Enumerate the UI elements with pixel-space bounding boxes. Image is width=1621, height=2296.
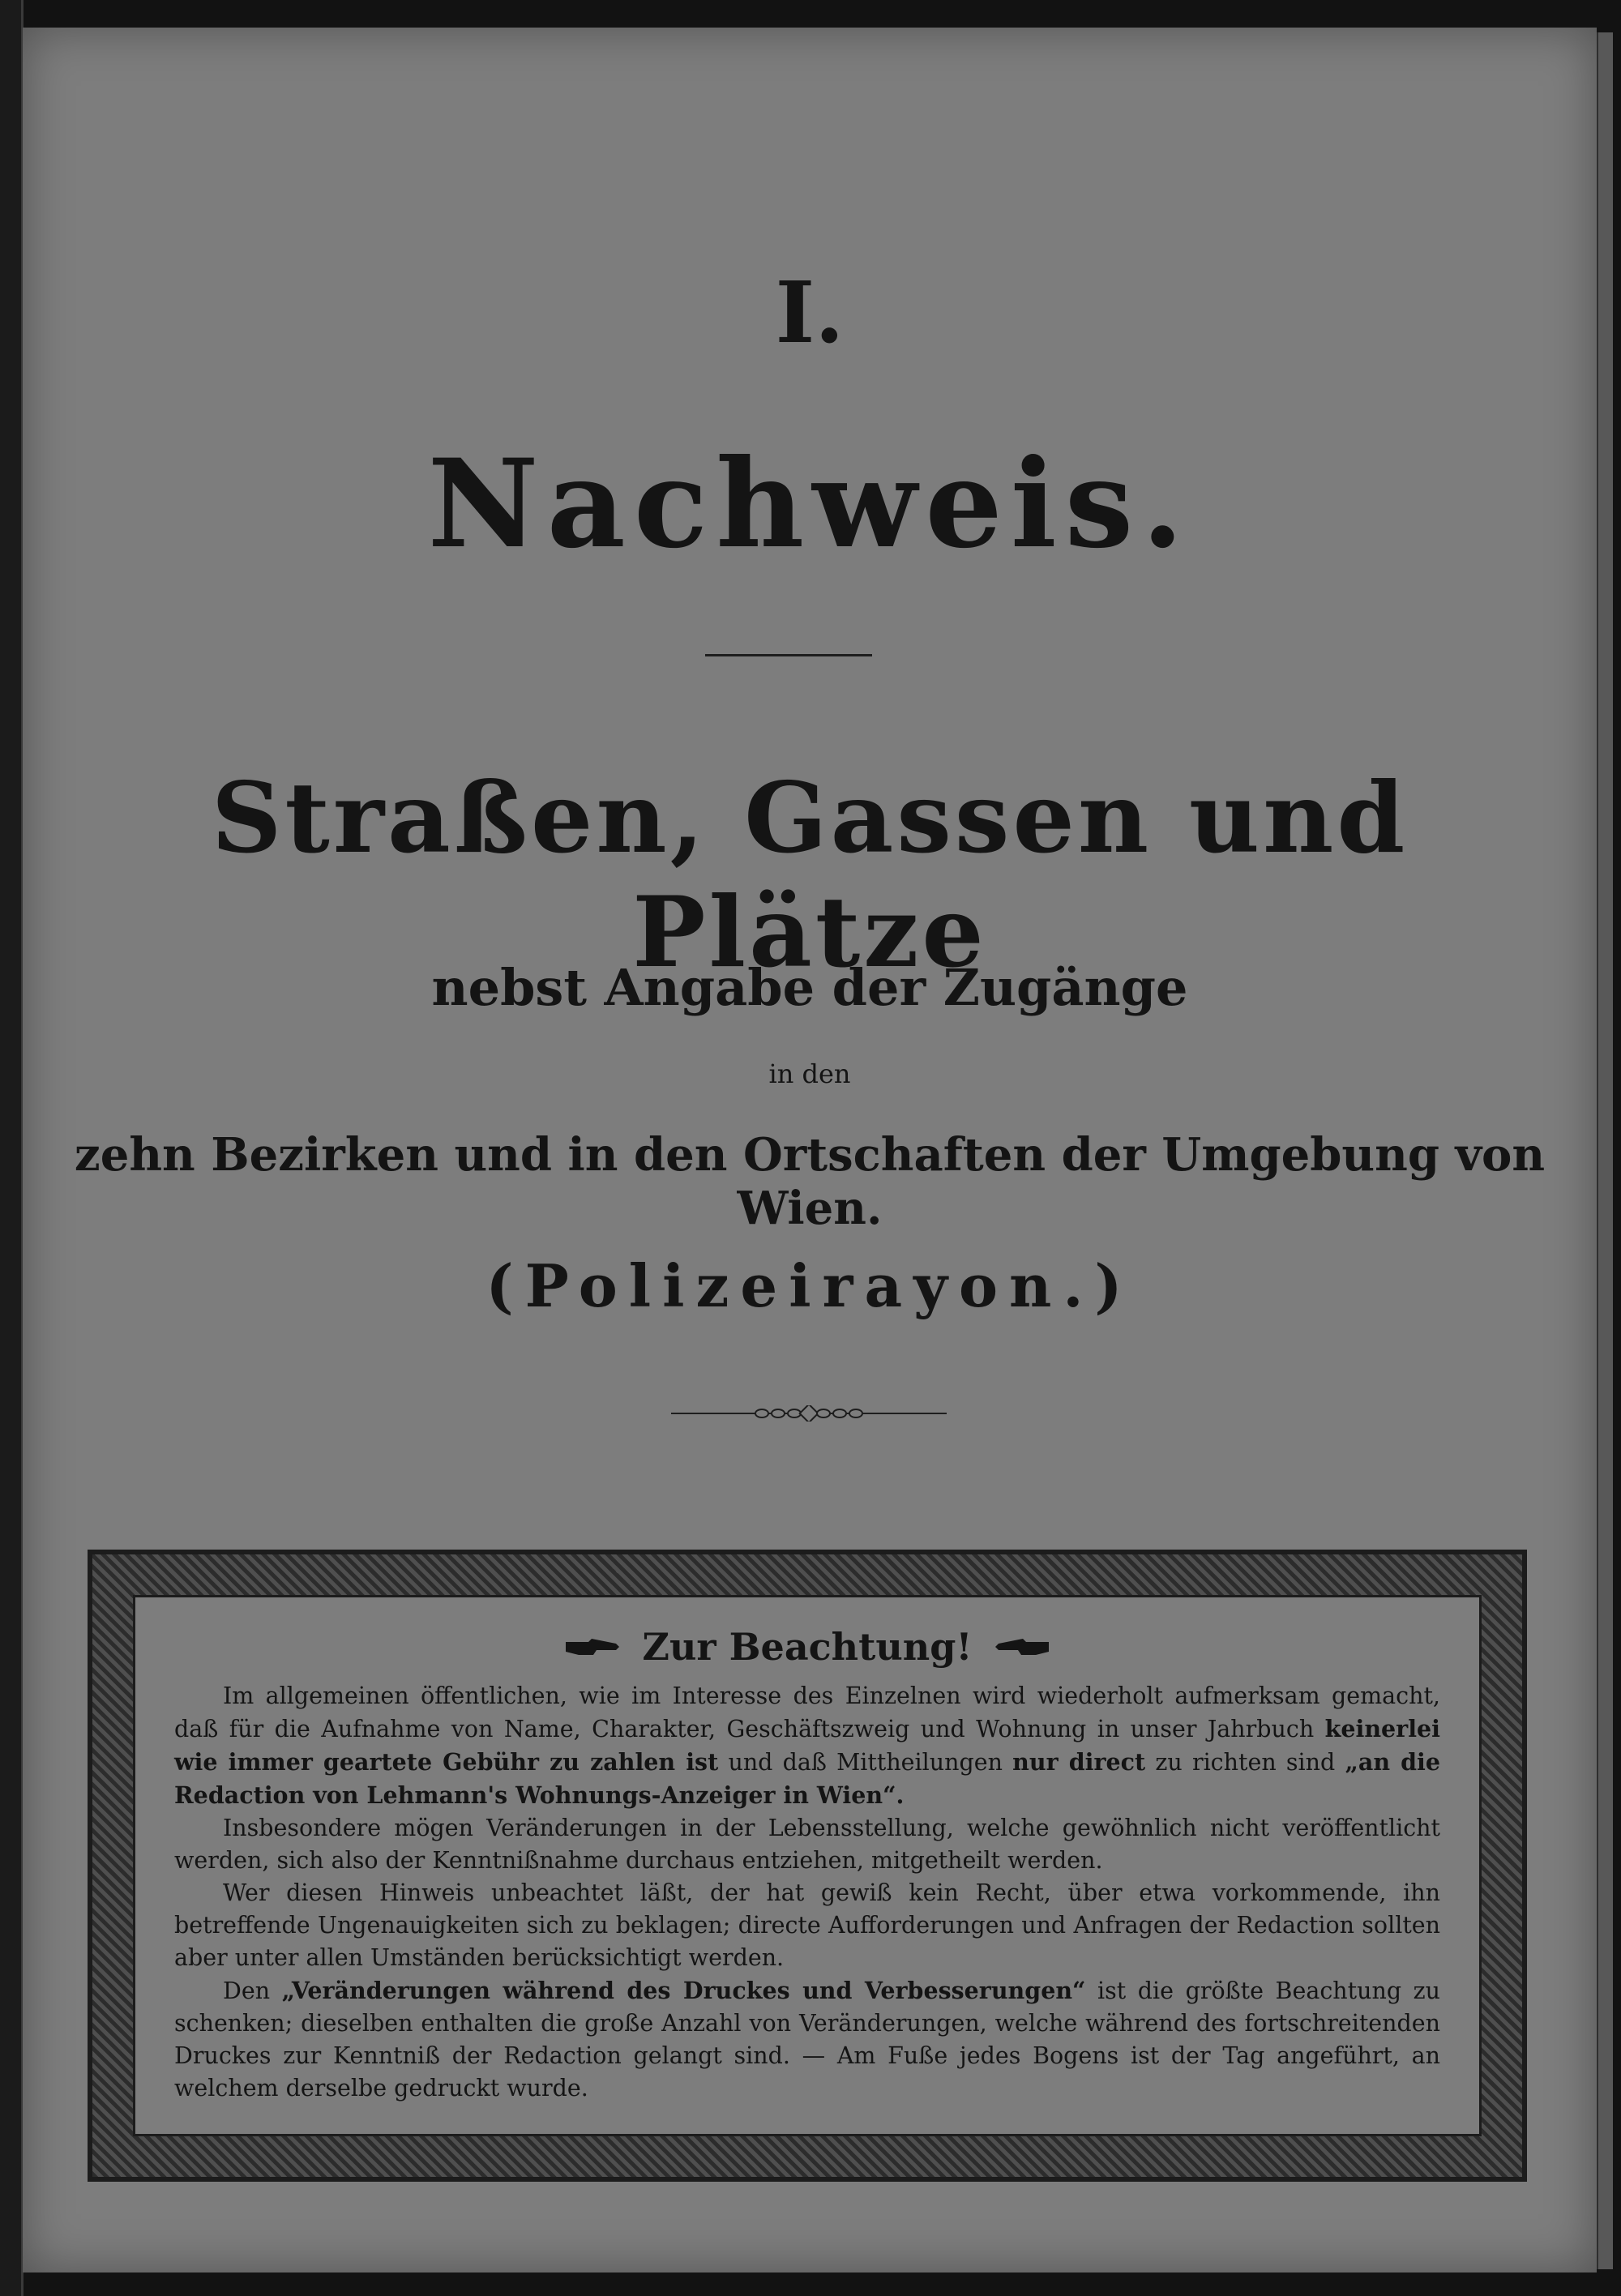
notice-paragraph-4 xyxy=(174,1974,1440,2105)
notice-paragraph-3: Wer diesen Hinweis unbeachtet läßt, der hat gewiß kein Recht, über etwa vorkommende, ihn betreffende Ungenauigkeiten sich zu beklagen; directe Aufforderungen und Anfragen der Redaction sollten aber unter allen Umständen berücksichtigt werden. xyxy=(174,1879,1440,1971)
title-divider xyxy=(705,654,872,656)
subtitle-line-3: zehn Bezirken und in den Ortschaften der Umgebung von Wien. xyxy=(74,1128,1546,1235)
notice-p4-emphasis: „Veränderungen während des Druckes und Verbesserungen“ xyxy=(281,1977,1086,2004)
notice-p1-emphasis-address: „an die Redaction von Lehmann's Wohnungs-Anzeiger in Wien“. xyxy=(174,1748,1440,1809)
page-title: Nachweis. xyxy=(427,433,1192,575)
book-spine-edge xyxy=(0,0,24,2296)
notice-p1-text: Im allgemeinen öffentlichen, wie im Interesse des Einzelnen wird wiederholt aufmerksam gemacht, daß für die Aufnahme von Name, Charakter, Geschäftszweig und Wohnung in unser Jahrbuch xyxy=(174,1682,1440,1742)
pointing-hand-right-icon xyxy=(564,1634,621,1660)
notice-box xyxy=(88,1550,1527,2182)
page-subtitle: Straßen, Gassen und Plätze xyxy=(211,761,1409,990)
notice-p4-text-2: ist die größte Beachtung zu schenken; dieselben enthalten die große Anzahl von Veränderungen, welche während des fortschreitenden Druckes zur Kenntniß der Redaction gelangt sind. — Am Fuße jedes Bogens ist der Tag angeführt, an welchem derselbe gedruckt wurde. xyxy=(174,1977,1441,2101)
section-number: I. xyxy=(775,263,845,362)
notice-p1-emphasis-direct: nur direct xyxy=(1012,1748,1146,1776)
document-page xyxy=(23,28,1597,2272)
notice-p4-text: Den xyxy=(223,1977,282,2004)
notice-paragraph-2: Insbesondere mögen Veränderungen in der Lebensstellung, welche gewöhnlich nicht veröffentlicht werden, sich also der Kenntnißnahme durchaus entziehen, mitgetheilt werden. xyxy=(174,1815,1440,1874)
subtitle-line-1: nebst Angabe der Zugänge xyxy=(431,958,1188,1017)
notice-content xyxy=(133,1595,1482,2136)
ornament-divider xyxy=(671,1405,947,1422)
notice-p1-text-3: zu richten sind xyxy=(1145,1749,1345,1776)
page-right-edge xyxy=(1597,32,1613,2269)
subtitle-line-2: in den xyxy=(768,1058,851,1089)
notice-p1-emphasis-fee: keinerlei wie immer geartete Gebühr zu zahlen ist xyxy=(174,1715,1440,1776)
notice-heading xyxy=(174,1625,1440,1669)
notice-paragraph-1 xyxy=(174,1680,1440,1812)
notice-p1-text-2: und daß Mittheilungen xyxy=(718,1749,1013,1776)
pointing-hand-left-icon xyxy=(994,1634,1050,1660)
notice-title: Zur Beachtung! xyxy=(642,1625,973,1669)
subtitle-line-4: (Polizeirayon.) xyxy=(485,1251,1134,1320)
